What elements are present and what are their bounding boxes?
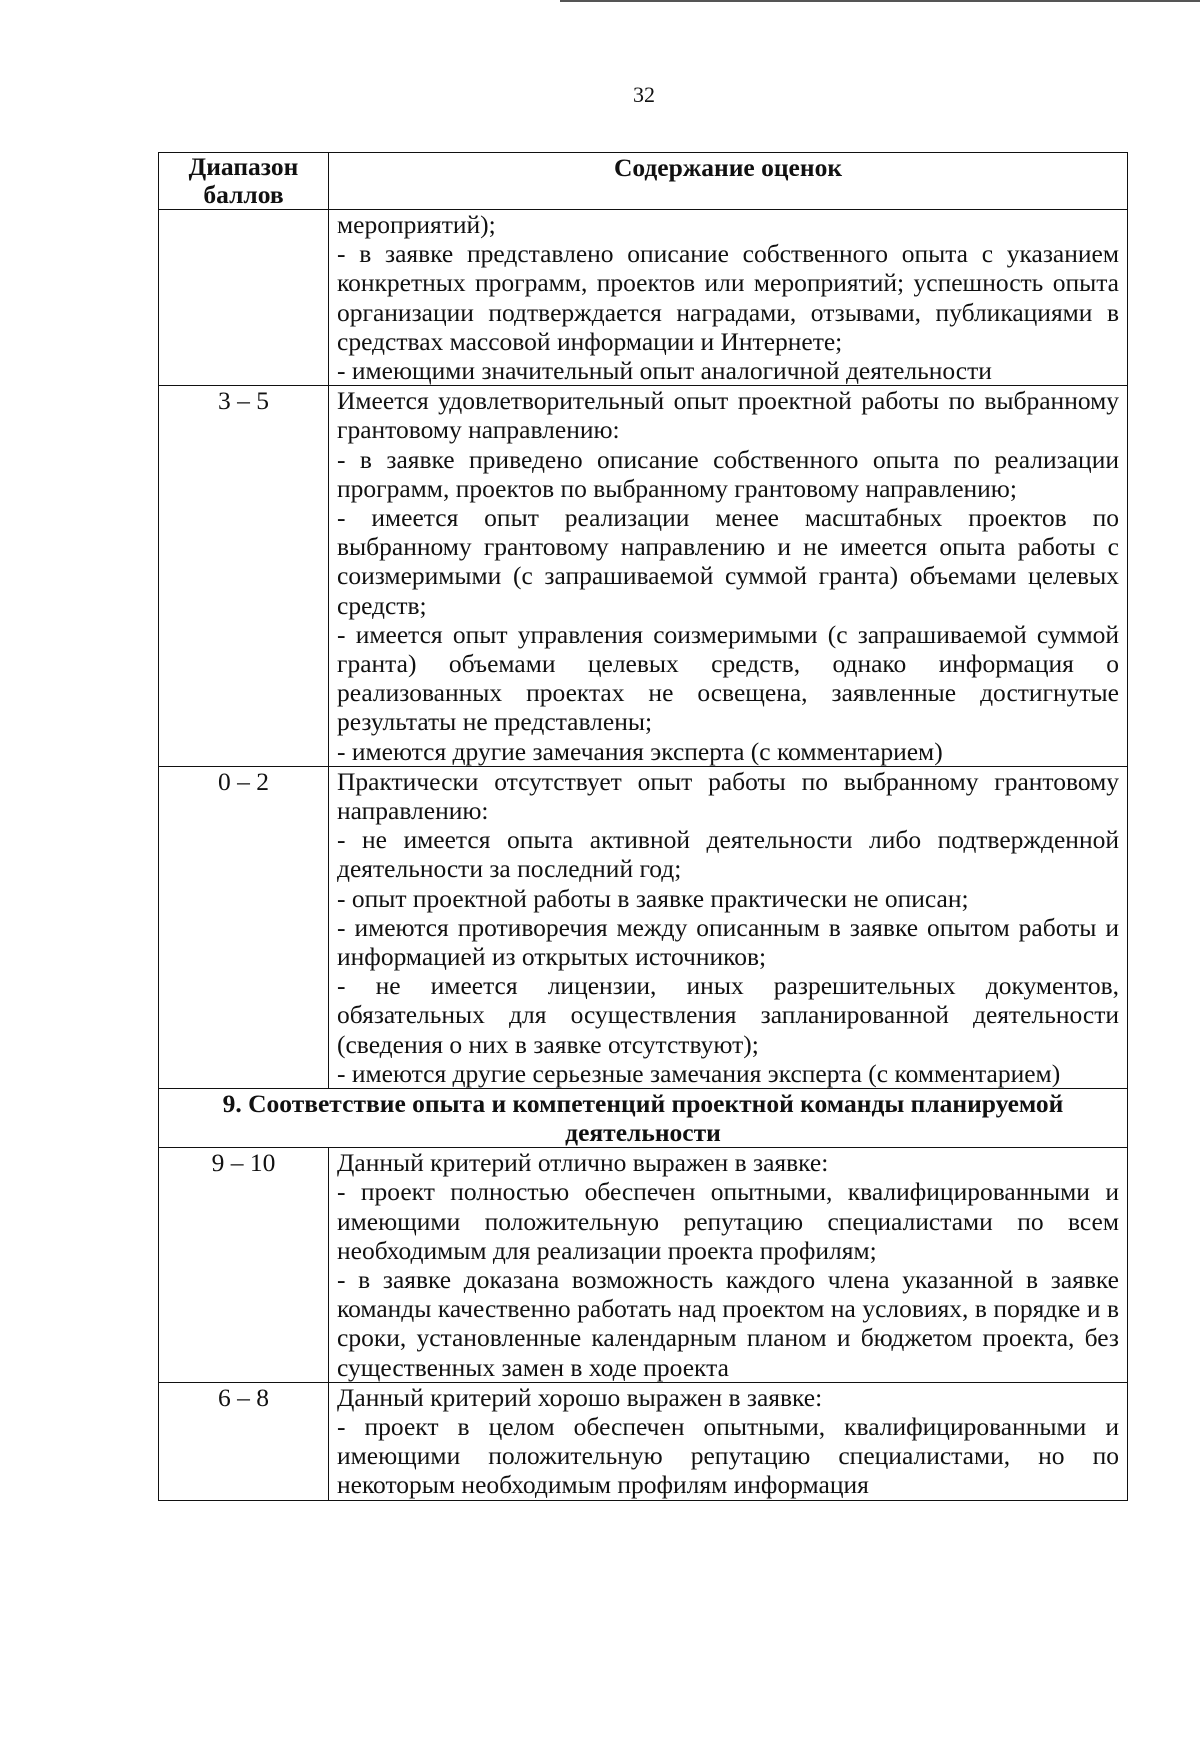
table-row [159, 766, 1128, 1088]
paragraph: Данный критерий отлично выражен в заявке: [337, 1148, 829, 1178]
paragraph: - имеется опыт реализации менее масштабных проектов по выбранному грантовому направлению и не имеется опыта работы с соизмеримыми (с запрашиваемой суммой гранта) объемами целевых средств; [337, 503, 1119, 620]
header-content: Содержание оценок [329, 153, 1128, 210]
header-range: Диапазон баллов [159, 153, 329, 210]
content-cell [329, 1148, 1128, 1383]
range-cell: 6 – 8 [159, 1382, 329, 1500]
paragraph: - проект полностью обеспечен опытными, квалифицированными и имеющими положительную репутацию специалистами по всем необходимым для реализации проекта профилям; [337, 1177, 1119, 1265]
paragraph: Имеется удовлетворительный опыт проектной работы по выбранному грантовому направлению: [337, 386, 1119, 445]
content-cell [329, 386, 1128, 767]
paragraph: - не имеется лицензии, иных разрешительных документов, обязательных для осуществления запланированной деятельности (сведения о них в заявке отсутствуют); [337, 971, 1119, 1059]
paragraph: - имеется опыт управления соизмеримыми (с запрашиваемой суммой гранта) объемами целевых средств, однако информация о реализованных проектах не освещена, заявленные достигнутые результаты не представлены; [337, 619, 1119, 737]
page-number: 32 [633, 82, 655, 107]
paragraph: - имеются другие серьезные замечания эксперта (с комментарием) [337, 1058, 1061, 1088]
paragraph: - в заявке доказана возможность каждого члена указанной в заявке команды качественно работать над проектом на условиях, в порядке и в сроки, установленные календарным планом и бюджетом проекта, без существенных замен в ходе проекта [337, 1264, 1119, 1382]
paragraph: - опыт проектной работы в заявке практически не описан; [337, 883, 969, 913]
paragraph: - в заявке представлено описание собственного опыта с указанием конкретных программ, проектов или мероприятий; успешность опыта организации подтверждается наградами, отзывами, публикациями в средствах массовой информации и Интернете; [337, 239, 1119, 356]
content-cell [329, 210, 1128, 386]
paragraph: - проект в целом обеспечен опытными, квалифицированными и имеющими положительную репутацию специалистами, но по некоторым необходимым профилям информация [337, 1411, 1119, 1500]
paragraph: - имеются другие замечания эксперта (с комментарием) [337, 736, 943, 766]
top-rule [560, 0, 1200, 2]
range-cell [159, 210, 329, 386]
table-header-row [159, 153, 1128, 210]
content-cell [329, 766, 1128, 1088]
table-row [159, 1382, 1128, 1500]
range-cell: 0 – 2 [159, 766, 329, 1088]
paragraph: Данный критерий хорошо выражен в заявке: [337, 1382, 823, 1412]
table-row [159, 1148, 1128, 1383]
range-cell: 3 – 5 [159, 386, 329, 767]
paragraph: - в заявке приведено описание собственного опыта по реализации программ, проектов по выбранному грантовому направлению; [337, 444, 1119, 503]
section-title: 9. Соответствие опыта и компетенций проектной команды планируемой деятельности [159, 1089, 1128, 1148]
paragraph: - не имеется опыта активной деятельности либо подтвержденной деятельности за последний год; [337, 825, 1119, 884]
criteria-table [158, 152, 1128, 1501]
paragraph: - имеющими значительный опыт аналогичной деятельности [337, 356, 992, 386]
section-row [159, 1089, 1128, 1148]
paragraph: - имеются противоречия между описанным в заявке опытом работы и информацией из открытых источников; [337, 912, 1119, 972]
table-row [159, 210, 1128, 386]
table-row [159, 386, 1128, 767]
paragraph: мероприятий); [337, 210, 496, 239]
range-cell: 9 – 10 [159, 1148, 329, 1383]
paragraph: Практически отсутствует опыт работы по выбранному грантовому направлению: [337, 766, 1119, 826]
content-cell [329, 1382, 1128, 1500]
